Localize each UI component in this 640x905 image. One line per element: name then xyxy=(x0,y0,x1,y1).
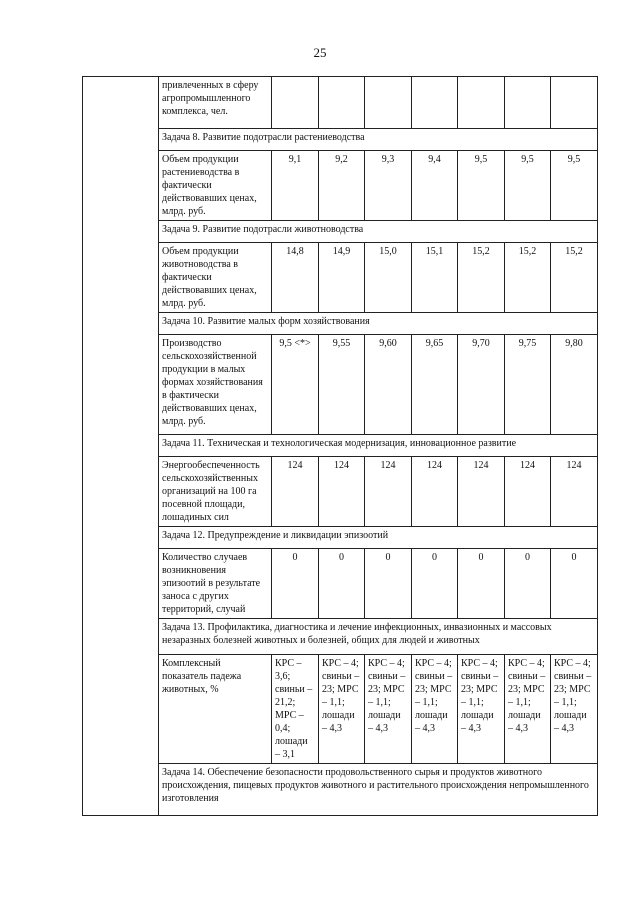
indicator-value: 0 xyxy=(458,549,505,619)
indicator-value: 14,9 xyxy=(319,243,365,313)
task-row xyxy=(83,129,598,151)
task-title: Задача 8. Развитие подотрасли растениеводства xyxy=(159,129,598,151)
indicator-value: 0 xyxy=(551,549,598,619)
indicator-value: 9,70 xyxy=(458,335,505,435)
indicator-value: КРС – 4; свиньи – 23; МРС – 1,1; лошади – 4,3 xyxy=(319,655,365,764)
indicator-value: 14,8 xyxy=(272,243,319,313)
indicator-value: 15,1 xyxy=(412,243,458,313)
task-row xyxy=(83,313,598,335)
indicator-value: 124 xyxy=(272,457,319,527)
indicator-value: 124 xyxy=(505,457,551,527)
indicator-value: КРС – 4; свиньи – 23; МРС – 1,1; лошади – 4,3 xyxy=(412,655,458,764)
indicator-value: 124 xyxy=(551,457,598,527)
indicator-value: КРС – 4; свиньи – 23; МРС – 1,1; лошади – 4,3 xyxy=(458,655,505,764)
page-number: 25 xyxy=(313,45,327,60)
indicator-value: 0 xyxy=(319,549,365,619)
indicator-value: 9,2 xyxy=(319,151,365,221)
empty-first-column xyxy=(83,77,159,816)
indicator-value: 9,5 <*> xyxy=(272,335,319,435)
indicator-label: Комплексный показатель падежа животных, % xyxy=(159,655,272,764)
indicator-label: Энергообеспеченность сельскохозяйственных организаций на 100 га посевной площади, лошадиных сил xyxy=(159,457,272,527)
indicator-value: КРС – 4; свиньи – 23; МРС – 1,1; лошади – 4,3 xyxy=(365,655,412,764)
task-title: Задача 10. Развитие малых форм хозяйствования xyxy=(159,313,598,335)
indicator-value xyxy=(272,77,319,129)
indicator-value: 0 xyxy=(505,549,551,619)
indicator-value xyxy=(319,77,365,129)
indicator-value: 9,5 xyxy=(458,151,505,221)
task-title: Задача 12. Предупреждение и ликвидации эпизоотий xyxy=(159,527,598,549)
indicator-value: 9,75 xyxy=(505,335,551,435)
task-title: Задача 11. Техническая и технологическая модернизация, инновационное развитие xyxy=(159,435,598,457)
indicator-value xyxy=(505,77,551,129)
indicator-value: 9,3 xyxy=(365,151,412,221)
task-title: Задача 9. Развитие подотрасли животноводства xyxy=(159,221,598,243)
indicator-row xyxy=(83,457,598,527)
indicator-value: 15,2 xyxy=(505,243,551,313)
indicator-row xyxy=(83,335,598,435)
indicator-value: 0 xyxy=(365,549,412,619)
indicator-value: 9,60 xyxy=(365,335,412,435)
indicator-row xyxy=(83,151,598,221)
indicator-value: 0 xyxy=(412,549,458,619)
indicator-value: 9,65 xyxy=(412,335,458,435)
task-title: Задача 14. Обеспечение безопасности продовольственного сырья и продуктов животного происхождения, пищевых продуктов животного и растительного происхождения непромышленного изготовления xyxy=(159,764,598,816)
indicator-row xyxy=(83,77,598,129)
indicator-value: 15,0 xyxy=(365,243,412,313)
task-row xyxy=(83,527,598,549)
indicator-value: 124 xyxy=(319,457,365,527)
indicator-row xyxy=(83,243,598,313)
indicator-value: КРС – 4; свиньи – 23; МРС – 1,1; лошади – 4,3 xyxy=(551,655,598,764)
indicator-value xyxy=(412,77,458,129)
indicator-value: 124 xyxy=(412,457,458,527)
indicator-value: 9,5 xyxy=(505,151,551,221)
indicator-label: Количество случаев возникновения эпизоотий в результате заноса с других территорий, случай xyxy=(159,549,272,619)
indicator-value: 15,2 xyxy=(458,243,505,313)
indicator-value: 9,55 xyxy=(319,335,365,435)
indicator-value xyxy=(551,77,598,129)
task-title: Задача 13. Профилактика, диагностика и лечение инфекционных, инвазионных и массовых незаразных болезней животных и болезней, общих для людей и животных xyxy=(159,619,598,655)
indicator-label: Объем продукции растениеводства в фактически действовавших ценах, млрд. руб. xyxy=(159,151,272,221)
task-row xyxy=(83,435,598,457)
indicator-value: 9,1 xyxy=(272,151,319,221)
indicators-table xyxy=(82,76,598,816)
indicator-row xyxy=(83,655,598,764)
indicator-label: Объем продукции животноводства в фактически действовавших ценах, млрд. руб. xyxy=(159,243,272,313)
task-row xyxy=(83,221,598,243)
indicator-value: 0 xyxy=(272,549,319,619)
task-row xyxy=(83,764,598,816)
indicator-label: привлеченных в сферу агропромышленного комплекса, чел. xyxy=(159,77,272,129)
indicator-row xyxy=(83,549,598,619)
indicator-value xyxy=(365,77,412,129)
indicator-value xyxy=(458,77,505,129)
indicator-value: 124 xyxy=(365,457,412,527)
indicator-value: 9,4 xyxy=(412,151,458,221)
indicator-value: 9,80 xyxy=(551,335,598,435)
indicator-label: Производство сельскохозяйственной продукции в малых формах хозяйствования в фактически действовавших ценах, млрд. руб. xyxy=(159,335,272,435)
indicator-value: 124 xyxy=(458,457,505,527)
indicator-value: 9,5 xyxy=(551,151,598,221)
indicator-value: КРС – 3,6; свиньи – 21,2; МРС – 0,4; лошади – 3,1 xyxy=(272,655,319,764)
indicator-value: КРС – 4; свиньи – 23; МРС – 1,1; лошади – 4,3 xyxy=(505,655,551,764)
task-row xyxy=(83,619,598,655)
indicator-value: 15,2 xyxy=(551,243,598,313)
